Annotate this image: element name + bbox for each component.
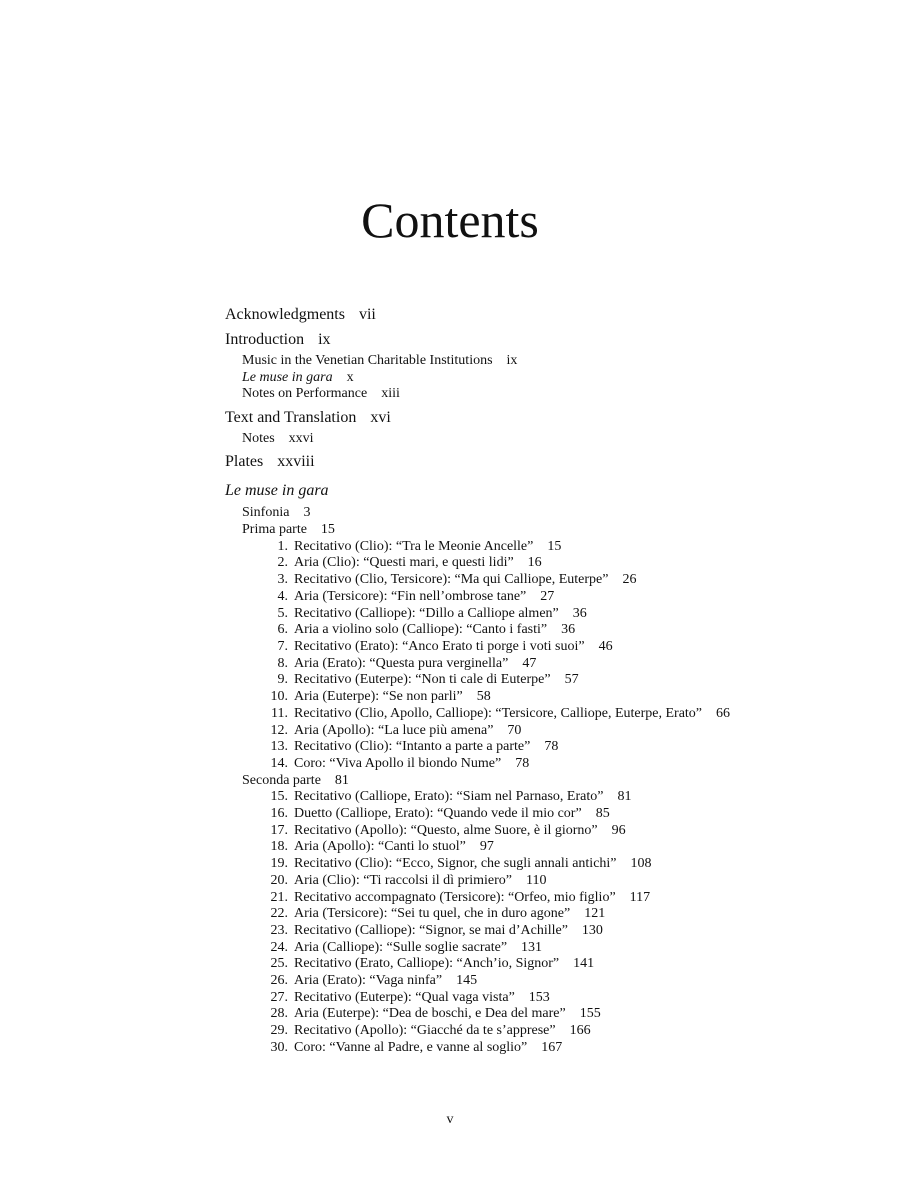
movement-number: 3. — [277, 572, 288, 588]
movement-label: Recitativo (Euterpe): “Qual vaga vista” — [294, 989, 515, 1005]
movement-label: Aria (Erato): “Vaga ninfa” — [294, 973, 443, 989]
toc-entry-page: ix — [318, 331, 331, 348]
part-heading[interactable] — [242, 522, 825, 539]
movement-number: 8. — [277, 655, 288, 671]
part-heading[interactable] — [242, 773, 825, 790]
part-heading-page: 81 — [334, 772, 349, 788]
movement-page: 131 — [521, 939, 543, 955]
movement-label: Aria (Erato): “Questa pura verginella” — [294, 655, 509, 671]
movement-number: 25. — [270, 956, 288, 972]
movement-page: 70 — [507, 722, 522, 738]
toc-subentry[interactable] — [242, 353, 825, 370]
toc-entry-page: xvi — [370, 408, 391, 426]
movement-entry[interactable] — [242, 990, 825, 1007]
movement-entry[interactable] — [242, 656, 825, 673]
sinfonia-page: 3 — [303, 505, 311, 521]
toc-subentry[interactable] — [242, 431, 825, 448]
toc-entry-label: Text and Translation — [225, 408, 357, 426]
movement-page: 15 — [547, 538, 562, 554]
toc-entry[interactable] — [225, 330, 825, 350]
movement-number: 14. — [270, 755, 288, 771]
toc-entry-page: vii — [358, 306, 376, 323]
toc-subentry-page: ix — [506, 353, 518, 368]
toc-subentry-label: Music in the Venetian Charitable Institutions — [242, 353, 493, 368]
movement-number: 22. — [270, 906, 288, 922]
movement-label: Aria (Clio): “Ti raccolsi il dì primiero” — [294, 872, 512, 888]
parts-container — [242, 522, 825, 1057]
movement-page: 16 — [527, 555, 542, 571]
movement-label: Recitativo (Apollo): “Giacché da te s’apprese” — [294, 1023, 556, 1039]
movement-entry[interactable] — [242, 706, 825, 723]
movement-list — [242, 539, 825, 773]
movement-page: 155 — [579, 1006, 601, 1022]
movement-number: 16. — [270, 806, 288, 822]
movement-page: 47 — [522, 655, 537, 671]
movement-number: 27. — [270, 989, 288, 1005]
movement-page: 145 — [456, 973, 478, 989]
movement-entry[interactable] — [242, 739, 825, 756]
movement-number: 9. — [277, 672, 288, 688]
movement-number: 4. — [277, 588, 288, 604]
sinfonia-label: Sinfonia — [242, 505, 290, 521]
movement-number: 18. — [270, 839, 288, 855]
movement-entry[interactable] — [242, 555, 825, 572]
movement-label: Aria (Clio): “Questi mari, e questi lidi” — [294, 555, 514, 571]
table-of-contents — [225, 305, 825, 1057]
movement-page: 153 — [528, 989, 550, 1005]
movement-entry[interactable] — [242, 622, 825, 639]
movement-label: Recitativo (Clio): “Tra le Meonie Ancelle” — [294, 538, 534, 554]
page-title: Contents — [361, 192, 539, 248]
sinfonia-entry[interactable] — [242, 505, 825, 522]
movement-entry[interactable] — [242, 973, 825, 990]
movement-entry[interactable] — [242, 639, 825, 656]
movement-label: Aria (Calliope): “Sulle soglie sacrate” — [294, 939, 508, 955]
toc-subentry-label: Notes — [242, 430, 275, 446]
movement-number: 13. — [270, 739, 288, 755]
work-section — [225, 481, 825, 1056]
movement-label: Duetto (Calliope, Erato): “Quando vede il mio cor” — [294, 806, 582, 822]
toc-entry-label: Introduction — [225, 331, 305, 348]
movement-number: 28. — [270, 1006, 288, 1022]
movement-label: Recitativo (Apollo): “Questo, alme Suore, è il giorno” — [294, 822, 598, 838]
movement-entry[interactable] — [242, 1040, 825, 1057]
movement-entry[interactable] — [242, 1023, 825, 1040]
movement-entry[interactable] — [242, 923, 825, 940]
toc-subentry[interactable] — [242, 370, 825, 387]
movement-page: 78 — [515, 755, 530, 771]
movement-entry[interactable] — [242, 890, 825, 907]
movement-label: Aria (Euterpe): “Dea de boschi, e Dea del mare” — [294, 1006, 566, 1022]
movement-label: Coro: “Vanne al Padre, e vanne al soglio” — [294, 1039, 528, 1055]
movement-number: 21. — [270, 889, 288, 905]
movement-page: 57 — [564, 672, 579, 688]
movement-label: Recitativo (Euterpe): “Non ti cale di Euterpe” — [294, 672, 551, 688]
movement-label: Aria (Tersicore): “Sei tu quel, che in duro agone” — [294, 906, 571, 922]
part-heading-label: Prima parte — [242, 522, 307, 538]
movement-entry[interactable] — [242, 606, 825, 623]
movement-list — [242, 789, 825, 1056]
movement-page: 26 — [622, 572, 637, 588]
movement-entry[interactable] — [242, 789, 825, 806]
movement-number: 12. — [270, 722, 288, 738]
movement-label: Coro: “Viva Apollo il biondo Nume” — [294, 755, 502, 771]
part-heading-label: Seconda parte — [242, 772, 321, 788]
movement-entry[interactable] — [242, 906, 825, 923]
movement-page: 121 — [584, 906, 606, 922]
movement-entry[interactable] — [242, 723, 825, 740]
movement-entry[interactable] — [242, 672, 825, 689]
movement-number: 6. — [277, 622, 288, 638]
movement-page: 46 — [598, 639, 613, 654]
movement-page: 81 — [617, 789, 632, 805]
movement-number: 23. — [270, 922, 288, 938]
movement-entry[interactable] — [242, 856, 825, 873]
movement-page: 130 — [581, 922, 603, 938]
movement-label: Aria (Euterpe): “Se non parli” — [294, 689, 463, 705]
movement-entry[interactable] — [242, 873, 825, 890]
toc-entry-page: xxviii — [277, 453, 315, 471]
movement-label: Aria (Apollo): “La luce più amena” — [294, 722, 494, 738]
movement-number: 29. — [270, 1023, 288, 1039]
page-number: v — [446, 1112, 454, 1127]
movement-entry[interactable] — [242, 839, 825, 856]
movement-label: Recitativo (Calliope): “Signor, se mai d’Achille” — [294, 922, 568, 938]
work-contents — [225, 505, 825, 1056]
toc-subentry-page: xiii — [381, 386, 400, 402]
toc-subentry-list — [225, 353, 825, 403]
movement-page: 166 — [569, 1023, 591, 1039]
movement-page: 36 — [561, 622, 576, 638]
movement-label: Aria (Tersicore): “Fin nell’ombrose tane” — [294, 588, 527, 604]
work-title[interactable]: Le muse in gara — [225, 482, 329, 500]
movement-number: 10. — [270, 689, 288, 705]
movement-label: Recitativo (Erato, Calliope): “Anch’io, Signor” — [294, 956, 560, 972]
toc-subentry-label: Notes on Performance — [242, 386, 368, 402]
movement-page: 108 — [630, 856, 652, 872]
movement-number: 1. — [277, 538, 288, 554]
movement-page: 66 — [716, 705, 731, 721]
movement-page: 110 — [526, 872, 547, 888]
movement-number: 20. — [270, 872, 288, 888]
toc-subentry-list — [225, 431, 825, 448]
movement-entry[interactable] — [242, 539, 825, 556]
movement-page: 96 — [611, 822, 626, 838]
movement-number: 30. — [270, 1039, 288, 1055]
movement-number: 17. — [270, 822, 288, 838]
movement-entry[interactable] — [242, 956, 825, 973]
toc-entry[interactable] — [225, 452, 825, 472]
movement-label: Recitativo (Erato): “Anco Erato ti porge i voti suoi” — [294, 639, 585, 654]
toc-entry-label: Acknowledgments — [225, 306, 345, 323]
movement-number: 7. — [277, 639, 288, 654]
movement-label: Aria (Apollo): “Canti lo stuol” — [294, 839, 466, 855]
movement-number: 15. — [270, 789, 288, 805]
movement-entry[interactable] — [242, 589, 825, 606]
movement-number: 26. — [270, 973, 288, 989]
movement-page: 78 — [544, 739, 559, 755]
toc-entry[interactable] — [225, 305, 825, 325]
toc-entry[interactable] — [225, 408, 825, 428]
movement-label: Aria a violino solo (Calliope): “Canto i fasti” — [294, 622, 548, 638]
movement-number: 11. — [271, 705, 288, 721]
movement-entry[interactable] — [242, 756, 825, 773]
movement-page: 167 — [541, 1039, 563, 1055]
movement-label: Recitativo (Calliope, Erato): “Siam nel Parnaso, Erato” — [294, 789, 604, 805]
movement-entry[interactable] — [242, 806, 825, 823]
movement-label: Recitativo (Calliope): “Dillo a Calliope almen” — [294, 605, 559, 621]
movement-entry[interactable] — [242, 689, 825, 706]
movement-page: 85 — [595, 806, 610, 822]
movement-entry[interactable] — [242, 1006, 825, 1023]
movement-label: Recitativo (Clio, Tersicore): “Ma qui Calliope, Euterpe” — [294, 572, 609, 588]
toc-subentry-label: Le muse in gara — [242, 369, 333, 385]
movement-number: 2. — [277, 555, 288, 571]
front-matter-section — [225, 305, 825, 472]
movement-page: 36 — [572, 605, 587, 621]
movement-label: Recitativo (Clio): “Ecco, Signor, che sugli annali antichi” — [294, 856, 617, 872]
movement-page: 97 — [479, 839, 494, 855]
movement-number: 19. — [270, 856, 288, 872]
movement-label: Recitativo (Clio, Apollo, Calliope): “Tersicore, Calliope, Euterpe, Erato” — [294, 705, 703, 721]
toc-subentry[interactable] — [242, 386, 825, 403]
movement-page: 117 — [629, 889, 651, 905]
movement-page: 58 — [476, 689, 491, 705]
movement-number: 24. — [270, 939, 288, 955]
movement-entry[interactable] — [242, 823, 825, 840]
movement-label: Recitativo accompagnato (Tersicore): “Orfeo, mio figlio” — [294, 889, 616, 905]
movement-entry[interactable] — [242, 572, 825, 589]
movement-page: 141 — [573, 956, 595, 972]
toc-subentry-page: x — [346, 369, 354, 385]
toc-entry-label: Plates — [225, 453, 264, 471]
part-heading-page: 15 — [320, 522, 335, 538]
toc-subentry-page: xxvi — [288, 430, 314, 446]
movement-number: 5. — [277, 605, 288, 621]
movement-entry[interactable] — [242, 940, 825, 957]
movement-label: Recitativo (Clio): “Intanto a parte a parte” — [294, 739, 531, 755]
movement-page: 27 — [540, 588, 555, 604]
